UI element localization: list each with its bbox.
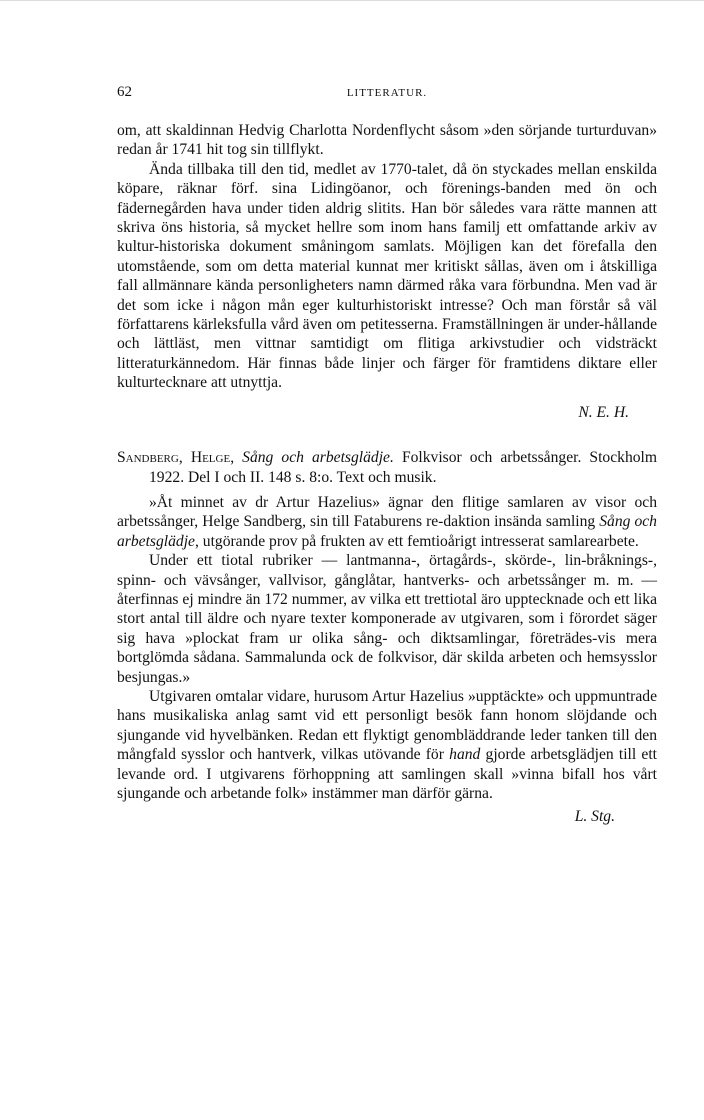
review2-p3-text-end: gjorde arbetsglädjen till ett levande ord. I utgivarens förhoppning att samlingen skall »vinna bifall hos vårt sjungande och arbetande folk» instämmer man därför gärna. [117, 746, 657, 802]
review2-paragraph-1 [117, 493, 657, 551]
page-edge [0, 0, 704, 1]
review1-signature: N. E. H. [578, 403, 629, 421]
review2-p1-text: »Åt minnet av dr Artur Hazelius» ägnar den flitige samlaren av visor och arbetssånger, Helge Sandberg, sin till Fataburens re-daktion insända samling [117, 493, 657, 531]
review2-paragraph-3 [117, 687, 657, 803]
review2-signature: L. Stg. [574, 808, 615, 826]
author-lastname: Sandberg [117, 449, 179, 467]
page-header [117, 84, 657, 102]
review1-paragraph-1: om, att skaldinnan Hedvig Charlotta Nordenflycht såsom »den sörjande turturduvan» redan år 1741 hit tog sin tillflykt. [117, 122, 657, 159]
book-title: Sång och arbetsglädje. [242, 449, 394, 467]
review2-paragraph-2: Under ett tiotal rubriker — lantmanna-, örtagårds-, skörde-, lin-bråknings-, spinn- och vävsånger, vallvisor, gånglåtar, hantverks- och arbetssånger m. m. — återfinnas ej mindre än 172 nummer, av vilka ett trettiotal äro upptecknade och ett lika stort antal till äldre och nyare texter komponerade av utgivaren, som i förordet säger sig hava »plockat fram ur olika sång- och diktsamlingar, företrädes-vis mera bortglömda sådana. Sammalunda ock de folkvisor, där skilda arbeten och hemsysslor besjungas.» [117, 552, 657, 686]
page-number: 62 [117, 84, 132, 100]
review2-p3-text: Utgivaren omtalar vidare, hurusom Artur Hazelius »upptäckte» och uppmuntrade hans musikaliska anlag samt vid ett personligt besök fann honom slöjdande och sjungande vid hyvelbänken. Redan ett flyktigt genombläddrande leder tanken till den mångfald sysslor och hantverk, vilkas utövande för [117, 687, 657, 764]
page-body [117, 121, 657, 853]
review2-p1-title: Sång och arbetsglädje [117, 513, 657, 550]
author-firstname: Helge [190, 449, 231, 467]
review1-paragraph-2: Ända tillbaka till den tid, medlet av 1770-talet, då ön styckades mellan enskilda köpare, räknar förf. sina Lidingöanor, och förenings-banden med ön och fädernegården hava under tiden aldrig slitits. Han bör således vara rätte mannen att skriva öns historia, så mycket hellre som inom hans familj ett omfattande arkiv av kultur-historiska dokument småningom samlats. Möjligen kan det förefalla den utomstående, som om detta material kunnat mer kritiskt sållas, även om i åtskilliga fall allmännare kända personligheters namn därmed råka vara förbundna. Men vad är det som icke i någon mån eger kulturhistoriskt intresse? Och man förstår så väl författarens kärleksfulla vård även om petitesserna. Framställningen är under-hållande och lättläst, men vittnar samtidigt om flitiga arkivstudier och vidsträckt litteraturkännedom. Här finnas både linjer och färger för framtidens diktare eller kulturtecknare att utnyttja. [117, 160, 657, 392]
review2-p3-italic: hand [449, 746, 481, 764]
review2-p1-text-end: , utgörande prov på frukten av ett femtioårigt intresserat samlarearbete. [194, 532, 639, 550]
bibliographic-entry: Sandberg, Helge, Sång och arbetsglädje. Folkvisor och arbetssånger. Stockholm 1922. Del I och II. 148 s. 8:o. Text och musik. [117, 449, 657, 486]
bibliographic-details: Folkvisor och arbetssånger. Stockholm 1922. Del I och II. 148 s. 8:o. Text och musik. [149, 449, 657, 486]
running-head: LITTERATUR. [346, 87, 428, 99]
